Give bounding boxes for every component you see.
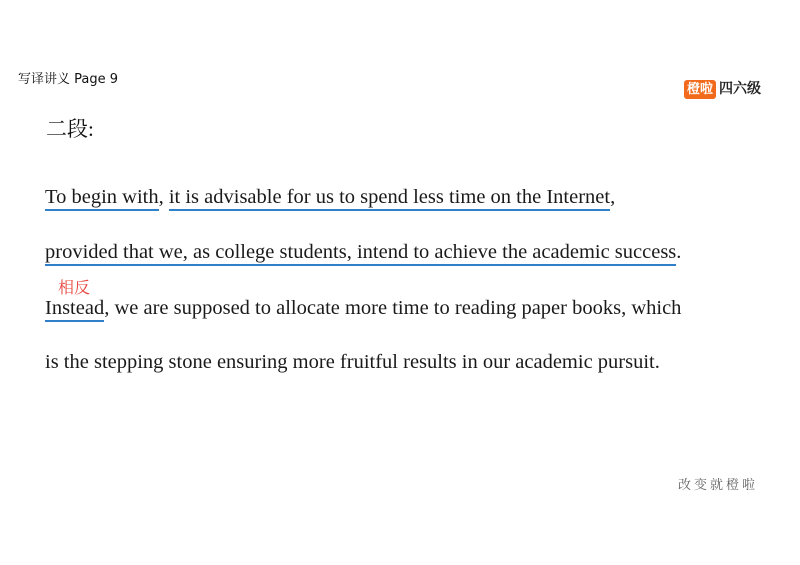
logo-subtitle: 四六级 [719, 81, 762, 97]
paragraph-line-1 [45, 185, 615, 209]
footer-slogan: 改变就橙啦 [678, 478, 759, 493]
text-segment: , we are supposed to allocate more time to reading paper books, which [104, 297, 682, 319]
logo-brand-badge: 橙啦 [684, 80, 716, 99]
text-segment: , [610, 186, 616, 208]
handwritten-annotation: 相反 [58, 278, 91, 297]
paragraph-line-4: is the stepping stone ensuring more fruitful results in our academic pursuit. [45, 351, 660, 373]
underlined-phrase: provided that we, as college students, intend to achieve the academic success [45, 241, 676, 266]
brand-logo [684, 79, 761, 99]
paragraph-line-2 [45, 240, 681, 264]
underlined-phrase: it is advisable for us to spend less time on the Internet [169, 186, 610, 211]
header-page-label: 写译讲义 Page 9 [18, 72, 119, 87]
paragraph-line-3 [45, 296, 681, 320]
underlined-word: Instead [45, 297, 104, 322]
text-segment: , [158, 186, 169, 208]
section-title: 二段: [46, 117, 94, 141]
underlined-phrase: To begin with [45, 186, 159, 211]
text-segment: . [676, 241, 682, 263]
